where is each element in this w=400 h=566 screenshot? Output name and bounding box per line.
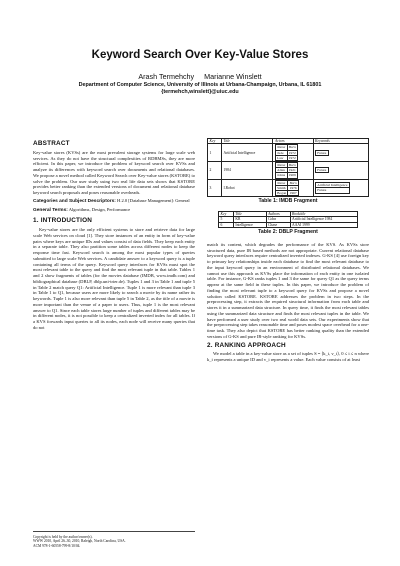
table-cell: Cohn (266, 217, 290, 222)
paper-title: Keyword Search Over Key-Value Stores (91, 49, 309, 61)
table-cell: Artificial Intelligence (317, 183, 348, 188)
table-header-cell: Key (208, 139, 222, 144)
table-cell: Born (288, 163, 296, 168)
table-cell: Born (288, 145, 296, 150)
left-column (33, 138, 195, 333)
table-header-cell: Keywords (313, 139, 368, 144)
table-header-cell: Actors (273, 139, 313, 144)
keywords-subtable (315, 167, 329, 173)
table-cell (313, 144, 368, 162)
table-cell: 1984 (221, 162, 272, 180)
table-header-cell: Key (219, 211, 234, 216)
table-cell: KR (233, 217, 266, 222)
table-cell: Smith (275, 185, 288, 190)
actors-subtable (275, 144, 298, 161)
author-block (0, 72, 400, 95)
intro-continued-paragraph: match its content, which degrades the performance of the KVS. As KVSs store structured data, pure IR based methods are not appropriate. Current relational database keyword query interfaces require centralized inverted indexes. G-KS [4] use foreign key to primary key relationships inside each database to find the most relevant database to the input keyword query in an environment of distributed relational databases. We cannot use this approach as KVSs place the information of each entity in one isolated table. For instance, G-KS ranks tuples 1 and 3 the same for query Q1 as the query terms appear at the same field in these tuples. In this paper, we introduce the problem of finding the most relevant tuple to a keyword query for KVSs and propose a novel solution called KSTORE. KSTORE addresses the problem in two steps. In the preprocessing step, it extracts the required structural information from each table and stores it in a summarized data structure. In query time, it finds the most relevant tables using the summarized data structure and finds the most relevant tuples in the table. We have performed a user study over two real world data sets. Our experiments show that the preprocessing step takes reasonable time and poses modest space overhead for a one-time task. They also depict that KSTORE has better ranking quality than the extended versions of G-KS and pure IR-style ranking for KVSs. (207, 241, 369, 339)
table-cell: Name (277, 163, 286, 168)
table1-caption: Table 1: IMDB Fragment (258, 198, 318, 205)
dblp-table (218, 211, 358, 228)
table-header-cell: Title (233, 211, 266, 216)
ranking-paragraph: We model a table in a key-value store as a set of tuples S = ⟨k_i, v_i⟩, 0 ≤ i ≤ n where k_i represents a unique ID and v_i represents a value. Each value consists of at least (207, 351, 369, 363)
table-row (208, 144, 369, 162)
affiliation: Department of Computer Science, University of Illinois at Urbana-Champaign, Urbana, IL 61801 (78, 82, 322, 88)
table-header-cell: Title (221, 139, 272, 144)
table-cell: Bogan (277, 191, 287, 196)
keywords-subtable (315, 150, 329, 156)
table-cell: 1921 (288, 168, 296, 173)
footnote-line: WWW 2010, April 26–30, 2010, Raleigh, North Carolina, USA. (33, 539, 126, 544)
general-terms-line: General Terms: Algorithms, Design, Performance (33, 206, 131, 213)
table-cell: 3 (208, 179, 222, 197)
table-cell: Future (316, 188, 350, 193)
table-cell (273, 179, 313, 197)
table-cell: Name (277, 145, 286, 150)
actors-subtable (275, 162, 298, 179)
footnote-line: Copyright is held by the author/owner(s). (33, 535, 93, 539)
table-cell: Allen (275, 168, 287, 173)
imdb-table (207, 138, 369, 197)
table-cell: 6 (219, 222, 234, 227)
actors-subtable (275, 180, 299, 197)
table-cell: Future (317, 168, 327, 173)
author-names: Arash Termehchy Marianne Winslett (138, 72, 262, 81)
copyright-footnote (33, 531, 195, 548)
intro-paragraph: Key-value stores are the only efficient systems to store and retrieve data for large scale Web services on cloud [1]. They store instances of an entity in form of key-value pairs where keys are unique IDs and values consist of data fields. They keep each entity in a separate table. They also partition some tables across different nodes to keep the response time fast. Keyword search is among the most popular types of queries submitted to large scale Web services. A candidate answer to a keyword query is a tuple containing all terms of the query. Keyword query interfaces for KVSs must spot the most relevant table to the query and find the most relevant tuple in that table. Tables 1 and 2 show fragments of tables (for the movies database (IMDB, www.imdb.com) and bibliographical database (DBLP, dblp.uni-trier.de). Tuples 1 and 3 in Table 1 and tuple 5 in Table 2 match query Q1: Artificial Intelligence. Tuple 1 is more relevant than tuple 3 in Table 1 to Q1, because users are more likely to search a movie by its name rather its keywords. Tuple 1 is also more relevant than tuple 5 in Table 2, as the title of a movie is more important than the venue of a paper to users. Thus, tuple 1 is the most relevant answer to Q1. Since each table stores large number of tuples and different tables may be in different nodes, it is not possible to keep a centralized inverted index for all tables. If a KVS forwards input queries to all its nodes, each node will receive many queries that do not (33, 227, 195, 330)
table-cell: Jude (275, 150, 287, 155)
table-cell (273, 162, 313, 180)
right-column (207, 138, 369, 365)
table-header-cell: Authors (266, 211, 290, 216)
table-cell: Chase (266, 222, 290, 227)
ranking-heading: 2. RANKING APPROACH (207, 341, 286, 349)
table-row (208, 162, 369, 180)
table2-caption: Table 2: DBLP Fragment (258, 229, 318, 236)
abstract-heading: ABSTRACT (33, 140, 70, 147)
table-cell: Intelligence (233, 222, 266, 227)
table-cell: Artificial Intelligence 1984 (290, 217, 357, 222)
table-cell: Law (275, 155, 287, 160)
abstract-text: Key-value stores (KVSs) are the most prevalent storage systems for large scale web services. As they do not have the structural complexities of RDBMSs, they are more efficient. In this paper, we introduce the problem of keyword search over KVSs and analyze its differences with keyword search over documents and relational databases. We propose a novel method called Keyword Search over Key-value stores (KSTORE) to solve the problem. Our user study using two real life data sets shows that KSTORE provides better ranking than the extended versions of document and relational database keyword search proposals and poses reasonable overheads. (33, 149, 195, 195)
right-text (207, 242, 369, 363)
table-cell: Johns (277, 173, 286, 178)
table-row (208, 179, 369, 197)
table-cell: AAAI 1999 (290, 222, 357, 227)
table-cell (313, 179, 368, 197)
table-cell: Future (317, 150, 327, 155)
footnote-line: ACM 978-1-60558-799-8/10/04. (33, 543, 81, 548)
categories-line: Categories and Subject Descriptors: H.2.0 [Database Management]: General (33, 197, 190, 204)
table-cell: 1967 (289, 191, 297, 196)
table-cell: 1 (208, 144, 222, 162)
table-cell (313, 162, 368, 180)
table-cell: Artificial Intelligence (221, 144, 272, 162)
table-cell: Name (275, 180, 288, 185)
table-cell: I.Robot (221, 179, 272, 197)
table-header-cell: Booktitle (290, 211, 357, 216)
table-cell: 1972 (288, 155, 296, 160)
table-cell: 2 (208, 162, 222, 180)
table-cell: 1909 (288, 173, 296, 178)
table-cell: 1976 (289, 185, 297, 190)
author-emails: {termehch,winslett}@uiuc.edu (161, 88, 239, 95)
intro-heading: 1. INTRODUCTION (33, 217, 93, 225)
table-cell (273, 144, 313, 162)
table-cell: Born (289, 180, 297, 185)
keywords-subtable (315, 182, 350, 193)
table-row (219, 222, 358, 227)
table-cell: 1972 (288, 150, 296, 155)
table-cell: 5 (219, 217, 234, 222)
